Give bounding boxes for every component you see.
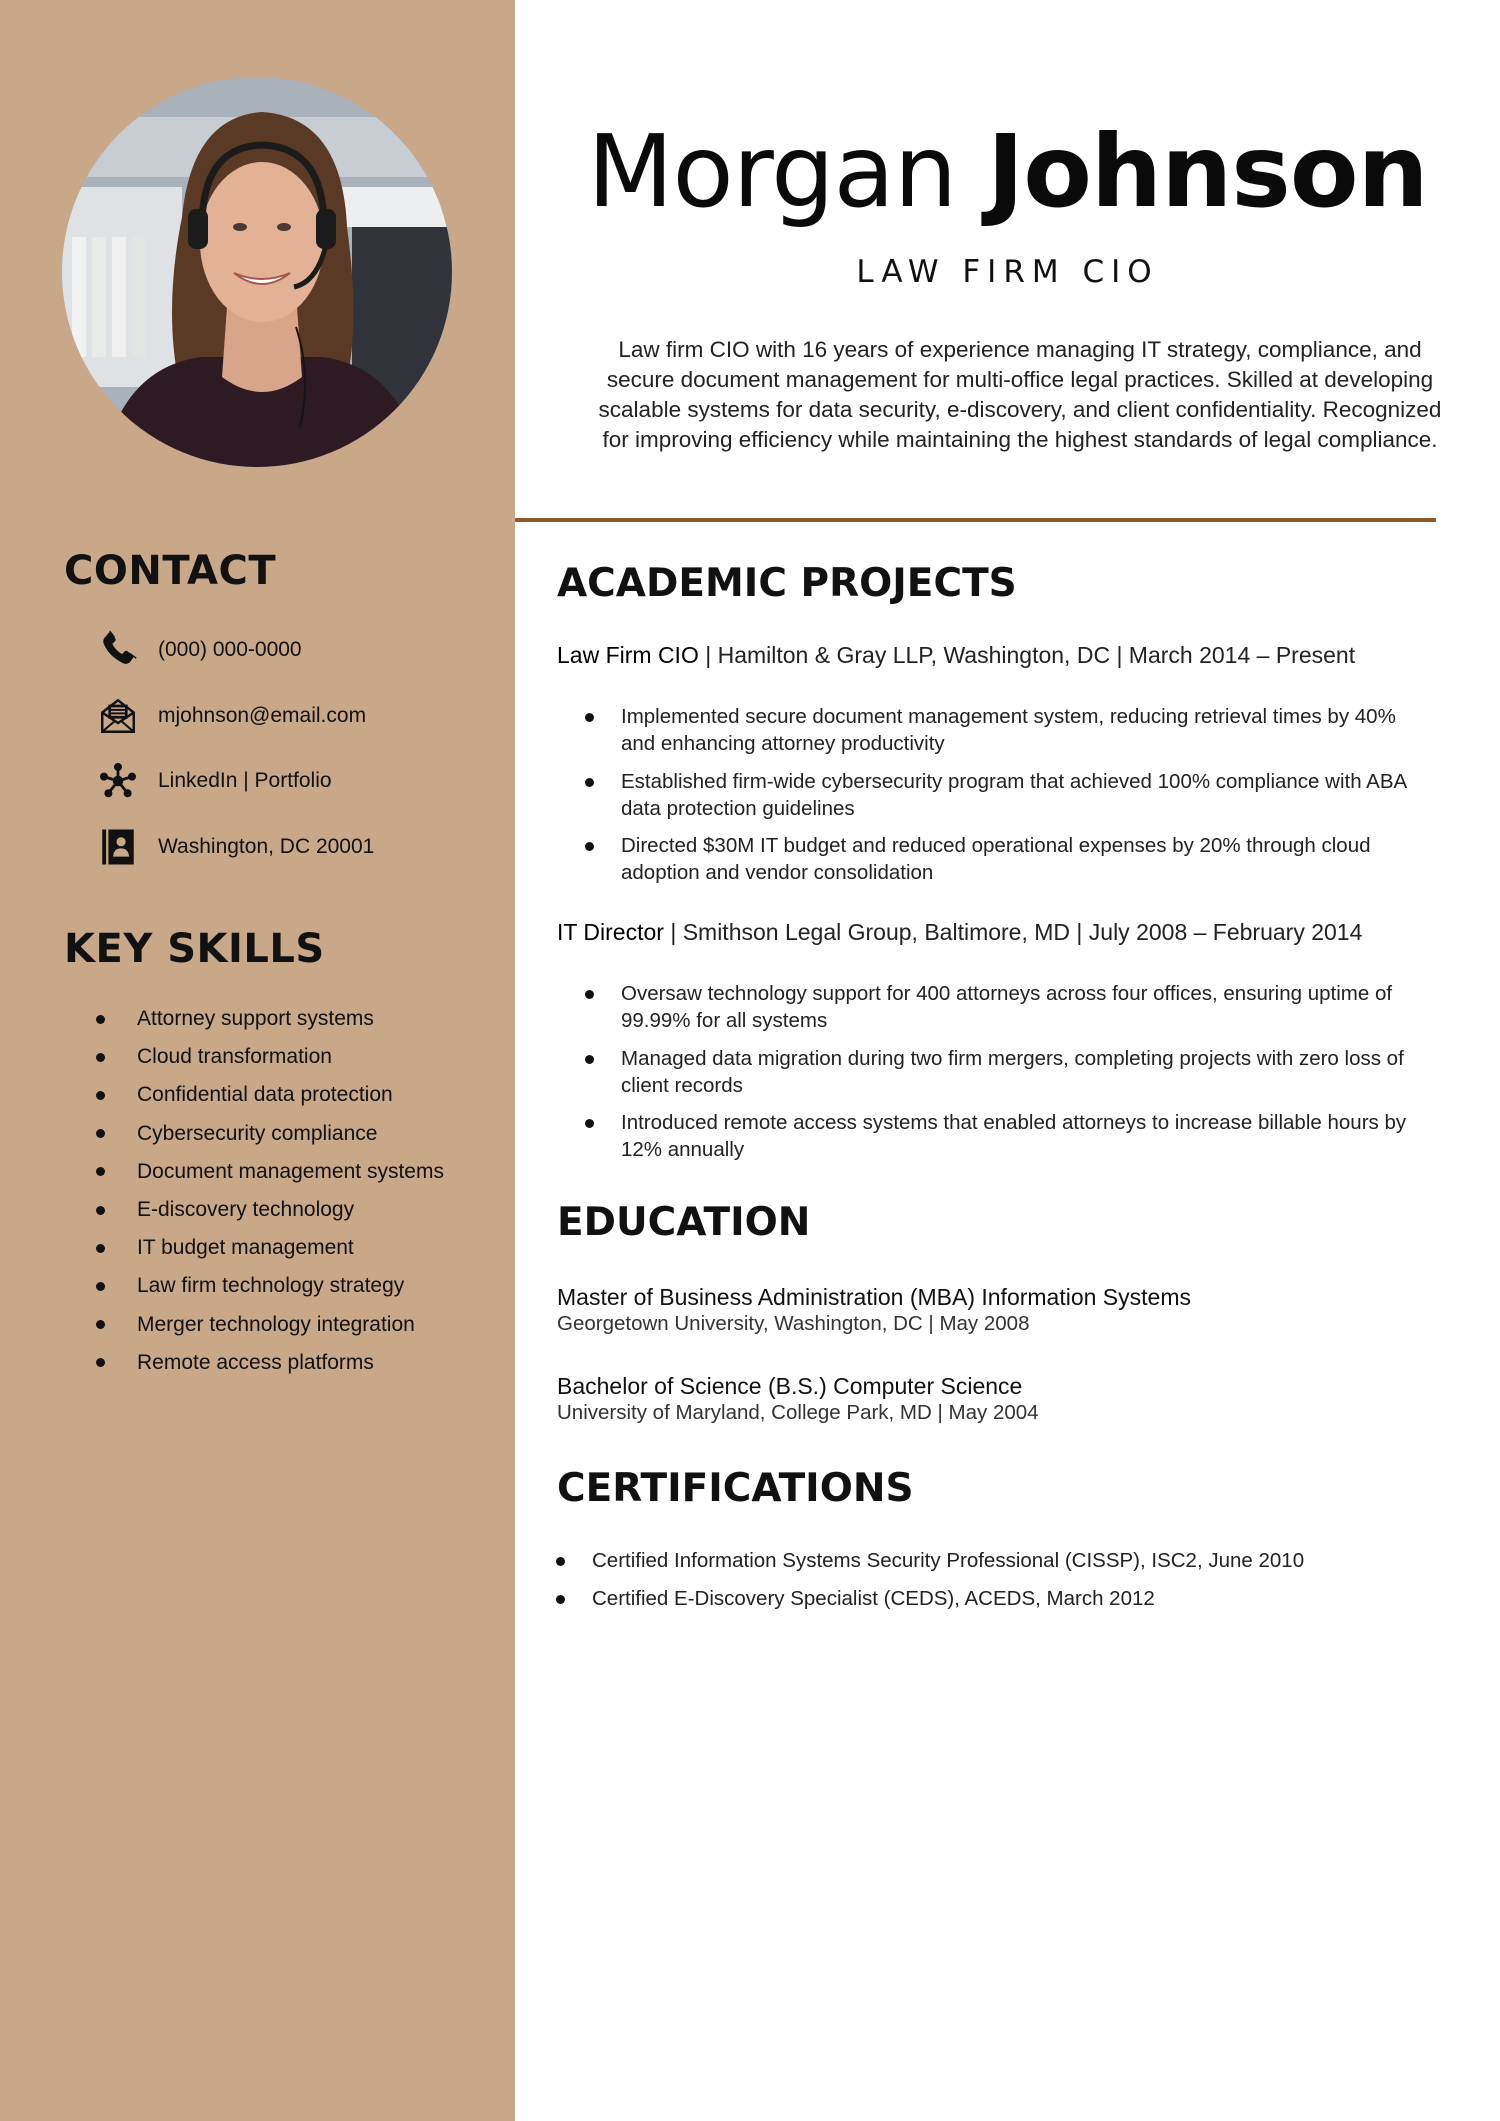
bullet-icon [556,1595,565,1604]
certification-item: Certified Information Systems Security Professional (CISSP), ISC2, June 2010 [556,1542,1304,1580]
bullet-icon [96,1053,105,1062]
profile-photo [62,77,452,467]
contact-email [96,693,366,739]
job-2-bullets [585,980,1425,1174]
achievement-item: Directed $30M IT budget and reduced operational expenses by 20% through cloud adoption and vendor consolidation [585,832,1425,886]
header-divider [515,518,1436,522]
email-icon [96,694,140,738]
bullet-icon [96,1244,105,1253]
network-icon [96,759,140,803]
links-text[interactable]: LinkedIn | Portfolio [158,769,332,792]
education-2-school: University of Maryland, College Park, MD | May 2004 [557,1401,1039,1424]
skill-item: Law firm technology strategy [96,1267,444,1305]
achievement-item: Managed data migration during two firm mergers, completing projects with zero loss of client records [585,1045,1425,1099]
education-heading: EDUCATION [557,1200,811,1245]
phone-icon [96,628,140,672]
job-1-details: | Hamilton & Gray LLP, Washington, DC | March 2014 – Present [698,642,1356,668]
bullet-icon [96,1167,105,1176]
bullet-icon [96,1358,105,1367]
achievement-item: Introduced remote access systems that enabled attorneys to increase billable hours by 12% annually [585,1109,1425,1163]
certifications-list [556,1542,1304,1618]
email-text[interactable]: mjohnson@email.com [158,704,367,727]
contact-links [96,758,332,804]
bullet-icon [585,990,594,999]
phone-text[interactable]: (000) 000-0000 [158,638,302,661]
bullet-icon [556,1557,565,1566]
achievement-item: Oversaw technology support for 400 attorneys across four offices, ensuring uptime of 99.99% for all systems [585,980,1425,1034]
bullet-icon [96,1015,105,1024]
job-title: LAW FIRM CIO [856,254,1159,290]
bullet-icon [585,1055,594,1064]
achievement-item: Implemented secure document management system, reducing retrieval times by 40% and enhancing attorney productivity [585,703,1425,757]
skill-item: Confidential data protection [96,1076,444,1114]
skills-list [96,1000,444,1382]
first-name: Morgan [587,113,957,230]
education-1-degree: Master of Business Administration (MBA) Information Systems [557,1284,1191,1310]
job-2-header [557,919,1362,946]
achievement-item: Established firm-wide cybersecurity program that achieved 100% compliance with ABA data protection guidelines [585,768,1425,822]
bullet-icon [585,1119,594,1128]
skill-item: E-discovery technology [96,1191,444,1229]
contact-heading: CONTACT [64,548,277,594]
bullet-icon [96,1282,105,1291]
skill-item: Attorney support systems [96,1000,444,1038]
skill-item: Merger technology integration [96,1306,444,1344]
bullet-icon [96,1091,105,1100]
contact-phone [96,627,302,673]
job-2-details: | Smithson Legal Group, Baltimore, MD | July 2008 – February 2014 [663,919,1363,945]
skill-item: Cybersecurity compliance [96,1115,444,1153]
last-name: Johnson [987,113,1428,230]
skill-item: Document management systems [96,1153,444,1191]
projects-heading: ACADEMIC PROJECTS [557,561,1017,606]
job-1-bullets [585,703,1425,897]
contact-address [96,824,374,870]
sidebar [0,0,515,2121]
job-1-role: Law Firm CIO [557,642,699,668]
portrait-illustration [62,77,452,467]
job-2-role: IT Director [557,919,664,945]
skill-item: IT budget management [96,1229,444,1267]
address-text: Washington, DC 20001 [158,835,375,858]
skills-heading: KEY SKILLS [64,926,325,972]
summary: Law firm CIO with 16 years of experience managing IT strategy, compliance, and secure document management for multi-office legal practices. Skilled at developing scalable systems for data security, e-discovery, and client confidentiality. Recognized for improving efficiency while maintaining the highest standards of legal compliance. [598,337,1442,452]
certifications-heading: CERTIFICATIONS [557,1466,914,1511]
bullet-icon [585,842,594,851]
bullet-icon [96,1129,105,1138]
bullet-icon [585,778,594,787]
bullet-icon [96,1320,105,1329]
skill-item: Remote access platforms [96,1344,444,1382]
bullet-icon [585,713,594,722]
education-1-school: Georgetown University, Washington, DC | May 2008 [557,1312,1030,1335]
candidate-name [515,112,1500,232]
address-book-icon [96,825,140,869]
certification-item: Certified E-Discovery Specialist (CEDS), ACEDS, March 2012 [556,1580,1304,1618]
bullet-icon [96,1206,105,1215]
education-2-degree: Bachelor of Science (B.S.) Computer Science [557,1373,1023,1399]
job-1-header [557,642,1355,669]
skill-item: Cloud transformation [96,1038,444,1076]
